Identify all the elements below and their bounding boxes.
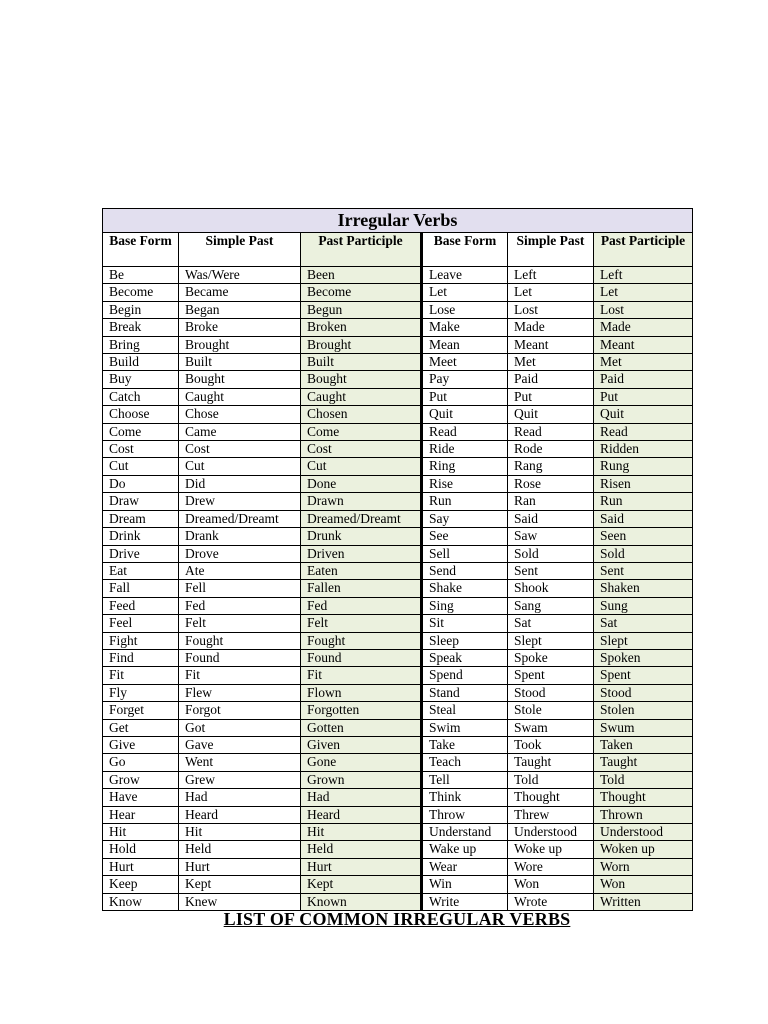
cell-base-form-right: Win [422,876,508,893]
cell-past-participle-left: Heard [301,806,422,823]
cell-base-form-right: Teach [422,754,508,771]
table-row [103,615,693,632]
cell-simple-past-left: Was/Were [179,267,301,284]
cell-simple-past-right: Lost [508,301,594,318]
cell-past-participle-right: Sung [594,597,693,614]
cell-simple-past-left: Went [179,754,301,771]
cell-simple-past-left: Cost [179,441,301,458]
cell-simple-past-left: Hurt [179,858,301,875]
cell-base-form-right: Ring [422,458,508,475]
cell-base-form-left: Do [103,475,179,492]
list-caption: LIST OF COMMON IRREGULAR VERBS [223,909,571,929]
cell-past-participle-right: Sent [594,562,693,579]
cell-simple-past-right: Stole [508,702,594,719]
cell-past-participle-right: Thrown [594,806,693,823]
cell-simple-past-left: Broke [179,319,301,336]
cell-simple-past-right: Paid [508,371,594,388]
cell-base-form-right: Sell [422,545,508,562]
cell-base-form-right: Steal [422,702,508,719]
cell-past-participle-right: Risen [594,475,693,492]
cell-simple-past-right: Met [508,354,594,371]
cell-base-form-right: Sleep [422,632,508,649]
cell-past-participle-right: Paid [594,371,693,388]
cell-base-form-left: Fall [103,580,179,597]
cell-base-form-right: Swim [422,719,508,736]
cell-simple-past-left: Brought [179,336,301,353]
cell-base-form-left: Buy [103,371,179,388]
cell-past-participle-right: Let [594,284,693,301]
cell-past-participle-left: Fit [301,667,422,684]
cell-base-form-left: Go [103,754,179,771]
cell-simple-past-left: Drew [179,493,301,510]
cell-simple-past-right: Woke up [508,841,594,858]
cell-past-participle-right: Left [594,267,693,284]
table-row [103,736,693,753]
table-row [103,806,693,823]
cell-simple-past-left: Ate [179,562,301,579]
cell-base-form-left: Break [103,319,179,336]
table-row [103,649,693,666]
cell-past-participle-right: Understood [594,824,693,841]
cell-past-participle-left: Become [301,284,422,301]
cell-past-participle-left: Brought [301,336,422,353]
cell-simple-past-right: Stood [508,684,594,701]
cell-past-participle-right: Said [594,510,693,527]
cell-base-form-right: Shake [422,580,508,597]
cell-base-form-left: Forget [103,702,179,719]
cell-simple-past-left: Came [179,423,301,440]
table-row [103,876,693,893]
cell-past-participle-right: Worn [594,858,693,875]
cell-past-participle-left: Driven [301,545,422,562]
cell-simple-past-right: Understood [508,824,594,841]
table-row [103,319,693,336]
cell-base-form-right: Ride [422,441,508,458]
cell-base-form-left: Drink [103,528,179,545]
cell-simple-past-left: Knew [179,893,301,910]
cell-past-participle-left: Grown [301,771,422,788]
cell-base-form-left: Begin [103,301,179,318]
cell-simple-past-left: Held [179,841,301,858]
cell-past-participle-right: Sat [594,615,693,632]
cell-past-participle-left: Felt [301,615,422,632]
cell-simple-past-right: Read [508,423,594,440]
cell-base-form-right: Stand [422,684,508,701]
cell-past-participle-right: Slept [594,632,693,649]
cell-past-participle-left: Been [301,267,422,284]
cell-simple-past-right: Put [508,388,594,405]
cell-base-form-left: Hold [103,841,179,858]
table-row [103,771,693,788]
cell-simple-past-left: Fed [179,597,301,614]
table-row [103,301,693,318]
cell-base-form-right: Spend [422,667,508,684]
cell-past-participle-left: Kept [301,876,422,893]
cell-simple-past-right: Said [508,510,594,527]
table-row [103,841,693,858]
cell-past-participle-left: Had [301,789,422,806]
cell-base-form-left: Grow [103,771,179,788]
cell-past-participle-left: Hit [301,824,422,841]
cell-past-participle-right: Thought [594,789,693,806]
cell-past-participle-left: Fed [301,597,422,614]
cell-past-participle-right: Spoken [594,649,693,666]
cell-base-form-left: Drive [103,545,179,562]
table-row [103,406,693,423]
cell-simple-past-right: Wore [508,858,594,875]
table-row [103,493,693,510]
cell-base-form-right: Quit [422,406,508,423]
cell-simple-past-right: Thought [508,789,594,806]
cell-past-participle-right: Shaken [594,580,693,597]
table-row [103,580,693,597]
cell-past-participle-right: Put [594,388,693,405]
cell-base-form-left: Cut [103,458,179,475]
cell-base-form-left: Know [103,893,179,910]
cell-simple-past-left: Hit [179,824,301,841]
cell-past-participle-left: Given [301,736,422,753]
cell-base-form-left: Get [103,719,179,736]
table-row [103,545,693,562]
cell-past-participle-left: Begun [301,301,422,318]
table-row [103,824,693,841]
table-row [103,667,693,684]
cell-past-participle-left: Broken [301,319,422,336]
table-row [103,354,693,371]
cell-simple-past-left: Kept [179,876,301,893]
cell-simple-past-left: Got [179,719,301,736]
cell-past-participle-right: Made [594,319,693,336]
cell-base-form-left: Fly [103,684,179,701]
header-past-participle-left: Past Participle [301,233,422,267]
table-row [103,284,693,301]
cell-simple-past-right: Sold [508,545,594,562]
cell-simple-past-left: Became [179,284,301,301]
cell-simple-past-left: Did [179,475,301,492]
header-base-form-right: Base Form [422,233,508,267]
cell-simple-past-right: Let [508,284,594,301]
table-row [103,371,693,388]
cell-past-participle-right: Stolen [594,702,693,719]
table-row [103,336,693,353]
cell-simple-past-right: Took [508,736,594,753]
cell-past-participle-left: Gone [301,754,422,771]
cell-simple-past-left: Began [179,301,301,318]
cell-base-form-right: Run [422,493,508,510]
cell-simple-past-right: Told [508,771,594,788]
cell-base-form-right: Read [422,423,508,440]
cell-simple-past-left: Chose [179,406,301,423]
cell-base-form-left: Hurt [103,858,179,875]
cell-past-participle-right: Spent [594,667,693,684]
cell-base-form-right: Make [422,319,508,336]
cell-base-form-right: Think [422,789,508,806]
cell-base-form-right: Wake up [422,841,508,858]
cell-simple-past-right: Slept [508,632,594,649]
cell-simple-past-right: Taught [508,754,594,771]
cell-simple-past-left: Dreamed/Dreamt [179,510,301,527]
table-row [103,267,693,284]
cell-past-participle-right: Won [594,876,693,893]
cell-past-participle-left: Fallen [301,580,422,597]
cell-past-participle-right: Quit [594,406,693,423]
cell-base-form-left: Bring [103,336,179,353]
cell-simple-past-right: Sat [508,615,594,632]
table-row [103,510,693,527]
cell-past-participle-left: Forgotten [301,702,422,719]
cell-past-participle-left: Bought [301,371,422,388]
cell-simple-past-right: Ran [508,493,594,510]
cell-base-form-right: Understand [422,824,508,841]
header-base-form-left: Base Form [103,233,179,267]
cell-base-form-right: Throw [422,806,508,823]
cell-past-participle-right: Taken [594,736,693,753]
table-header-row [103,233,693,267]
cell-base-form-right: Tell [422,771,508,788]
cell-base-form-right: Speak [422,649,508,666]
cell-base-form-right: Pay [422,371,508,388]
cell-base-form-right: Let [422,284,508,301]
cell-past-participle-right: Woken up [594,841,693,858]
cell-simple-past-left: Fell [179,580,301,597]
cell-base-form-left: Fit [103,667,179,684]
cell-base-form-left: Be [103,267,179,284]
cell-simple-past-right: Threw [508,806,594,823]
cell-simple-past-left: Cut [179,458,301,475]
cell-base-form-left: Catch [103,388,179,405]
cell-base-form-right: Leave [422,267,508,284]
cell-base-form-left: Feed [103,597,179,614]
cell-base-form-left: Choose [103,406,179,423]
cell-base-form-left: Come [103,423,179,440]
cell-past-participle-left: Drunk [301,528,422,545]
table-row [103,597,693,614]
cell-base-form-left: Keep [103,876,179,893]
table-row [103,684,693,701]
cell-past-participle-left: Built [301,354,422,371]
cell-past-participle-left: Eaten [301,562,422,579]
cell-base-form-left: Fight [103,632,179,649]
table-row [103,754,693,771]
table-body [103,267,693,911]
cell-simple-past-left: Fought [179,632,301,649]
cell-past-participle-right: Met [594,354,693,371]
cell-base-form-right: Write [422,893,508,910]
cell-base-form-right: Take [422,736,508,753]
table-row [103,789,693,806]
cell-simple-past-left: Heard [179,806,301,823]
cell-past-participle-right: Run [594,493,693,510]
cell-simple-past-left: Found [179,649,301,666]
table-row [103,719,693,736]
header-simple-past-right: Simple Past [508,233,594,267]
cell-simple-past-right: Swam [508,719,594,736]
cell-simple-past-left: Had [179,789,301,806]
cell-base-form-left: Become [103,284,179,301]
header-past-participle-right: Past Participle [594,233,693,267]
cell-base-form-right: See [422,528,508,545]
cell-past-participle-left: Dreamed/Dreamt [301,510,422,527]
irregular-verbs-table [102,208,693,911]
cell-simple-past-right: Quit [508,406,594,423]
table-row [103,458,693,475]
cell-simple-past-left: Forgot [179,702,301,719]
cell-past-participle-right: Lost [594,301,693,318]
cell-past-participle-left: Cut [301,458,422,475]
table-row [103,702,693,719]
cell-past-participle-left: Come [301,423,422,440]
cell-base-form-left: Cost [103,441,179,458]
table-title: Irregular Verbs [103,209,693,233]
table-row [103,858,693,875]
cell-simple-past-right: Left [508,267,594,284]
cell-past-participle-left: Found [301,649,422,666]
table-row [103,388,693,405]
cell-past-participle-left: Caught [301,388,422,405]
cell-simple-past-right: Rose [508,475,594,492]
cell-base-form-right: Lose [422,301,508,318]
cell-past-participle-right: Sold [594,545,693,562]
table-row [103,528,693,545]
cell-simple-past-left: Built [179,354,301,371]
cell-simple-past-right: Rode [508,441,594,458]
cell-simple-past-left: Gave [179,736,301,753]
cell-base-form-right: Rise [422,475,508,492]
cell-base-form-right: Wear [422,858,508,875]
cell-base-form-left: Draw [103,493,179,510]
cell-simple-past-right: Spent [508,667,594,684]
cell-base-form-left: Give [103,736,179,753]
cell-base-form-left: Dream [103,510,179,527]
cell-base-form-left: Eat [103,562,179,579]
cell-base-form-right: Sit [422,615,508,632]
cell-past-participle-right: Written [594,893,693,910]
table-row [103,632,693,649]
table-row [103,441,693,458]
cell-past-participle-right: Told [594,771,693,788]
cell-past-participle-left: Flown [301,684,422,701]
cell-simple-past-right: Made [508,319,594,336]
cell-simple-past-right: Saw [508,528,594,545]
cell-base-form-left: Feel [103,615,179,632]
table-row [103,893,693,910]
cell-past-participle-right: Rung [594,458,693,475]
cell-past-participle-left: Chosen [301,406,422,423]
cell-base-form-right: Meet [422,354,508,371]
cell-past-participle-left: Fought [301,632,422,649]
cell-base-form-left: Hit [103,824,179,841]
cell-simple-past-right: Shook [508,580,594,597]
cell-past-participle-left: Drawn [301,493,422,510]
cell-base-form-left: Find [103,649,179,666]
cell-past-participle-right: Ridden [594,441,693,458]
cell-past-participle-right: Meant [594,336,693,353]
cell-base-form-right: Say [422,510,508,527]
cell-past-participle-right: Stood [594,684,693,701]
cell-base-form-right: Mean [422,336,508,353]
cell-simple-past-left: Drank [179,528,301,545]
cell-past-participle-right: Seen [594,528,693,545]
cell-past-participle-left: Done [301,475,422,492]
cell-simple-past-left: Drove [179,545,301,562]
cell-past-participle-left: Hurt [301,858,422,875]
cell-past-participle-left: Known [301,893,422,910]
cell-past-participle-left: Gotten [301,719,422,736]
cell-simple-past-right: Rang [508,458,594,475]
cell-past-participle-right: Taught [594,754,693,771]
cell-simple-past-left: Bought [179,371,301,388]
cell-past-participle-left: Held [301,841,422,858]
cell-simple-past-left: Grew [179,771,301,788]
cell-past-participle-left: Cost [301,441,422,458]
cell-simple-past-left: Fit [179,667,301,684]
cell-simple-past-left: Caught [179,388,301,405]
cell-past-participle-right: Read [594,423,693,440]
cell-simple-past-right: Sang [508,597,594,614]
table-title-row [103,209,693,233]
cell-base-form-right: Sing [422,597,508,614]
cell-base-form-left: Hear [103,806,179,823]
header-simple-past-left: Simple Past [179,233,301,267]
cell-simple-past-right: Won [508,876,594,893]
cell-simple-past-left: Flew [179,684,301,701]
cell-simple-past-left: Felt [179,615,301,632]
cell-simple-past-right: Sent [508,562,594,579]
cell-simple-past-right: Wrote [508,893,594,910]
cell-base-form-left: Have [103,789,179,806]
table-row [103,475,693,492]
cell-base-form-right: Put [422,388,508,405]
cell-simple-past-right: Spoke [508,649,594,666]
cell-base-form-right: Send [422,562,508,579]
table-row [103,423,693,440]
cell-past-participle-right: Swum [594,719,693,736]
table-row [103,562,693,579]
cell-simple-past-right: Meant [508,336,594,353]
cell-base-form-left: Build [103,354,179,371]
